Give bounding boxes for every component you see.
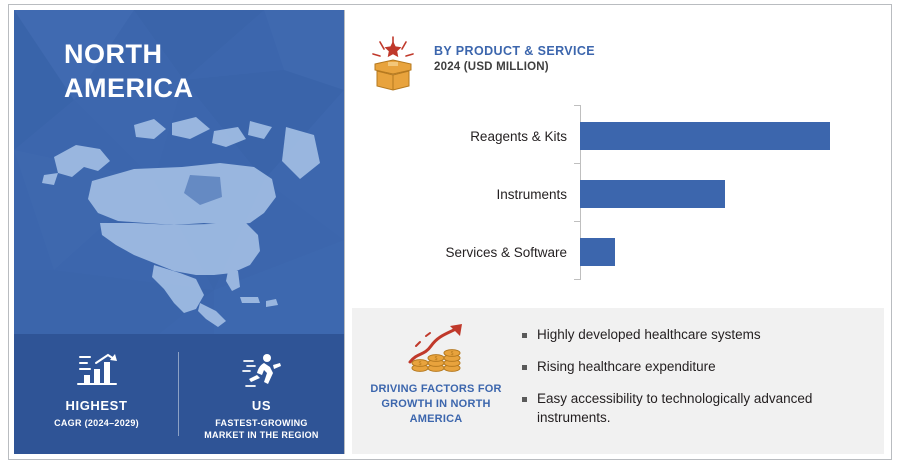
driving-factors-panel (352, 308, 884, 454)
list-item (522, 326, 874, 345)
driving-factors-heading (362, 322, 510, 427)
bar-category-label: Reagents & Kits (470, 128, 567, 144)
table-row (352, 225, 884, 279)
chart-subtitle: 2024 (USD MILLION) (434, 61, 549, 73)
stat-title: HIGHEST (65, 398, 128, 413)
panel-divider (344, 10, 345, 454)
list-item-label: Easy accessibility to technologically advanced instruments. (537, 390, 813, 425)
bar-track (580, 167, 884, 221)
region-title-line2: AMERICA (64, 72, 194, 103)
bar-track (580, 225, 884, 279)
list-item-label: Rising healthcare expenditure (537, 358, 716, 374)
bullet-square-icon (522, 333, 527, 338)
stat-fastest-growing-country (179, 334, 344, 454)
driving-factors-title: DRIVING FACTORS FOR GROWTH IN NORTH AMERICA (370, 383, 502, 425)
driving-factors-list (522, 326, 874, 441)
bar-chart-growth-icon (74, 350, 120, 392)
stat-subtitle: FASTEST-GROWING MARKET IN THE REGION (204, 418, 319, 441)
list-item (522, 358, 874, 377)
svg-text:$: $ (434, 356, 438, 362)
axis-tick (574, 221, 580, 222)
bar-instruments (580, 180, 725, 208)
svg-text:$: $ (450, 351, 454, 357)
open-box-sparkle-icon (366, 34, 422, 97)
running-person-icon (240, 350, 284, 392)
map-graphic (14, 105, 344, 330)
stat-highest-cagr (14, 334, 179, 454)
region-panel (14, 10, 344, 454)
bar-category-label: Instruments (496, 186, 567, 202)
bar-category-label: Services & Software (445, 244, 567, 260)
bar-reagents-kits (580, 122, 830, 150)
stat-title: US (251, 398, 272, 413)
table-row (352, 109, 884, 163)
bullet-square-icon (522, 397, 527, 402)
bar-track (580, 109, 884, 163)
bullet-square-icon (522, 365, 527, 370)
bar-services-software (580, 238, 615, 266)
bar-chart (352, 105, 884, 280)
list-item (522, 390, 874, 428)
chart-title: BY PRODUCT & SERVICE (434, 44, 596, 58)
stat-subtitle: CAGR (2024–2029) (54, 418, 139, 428)
list-item-label: Highly developed healthcare systems (537, 327, 761, 342)
product-service-chart-panel (352, 10, 884, 308)
north-america-map (14, 105, 344, 330)
axis-tick (574, 105, 580, 106)
region-title-line1: NORTH (64, 39, 163, 69)
axis-tick (574, 279, 580, 280)
svg-text:$: $ (418, 361, 422, 367)
chart-header (366, 34, 595, 97)
region-stats-bar (14, 334, 344, 454)
growth-arrow-coins-icon (362, 322, 510, 374)
table-row (352, 167, 884, 221)
region-title (64, 38, 194, 106)
axis-tick (574, 163, 580, 164)
